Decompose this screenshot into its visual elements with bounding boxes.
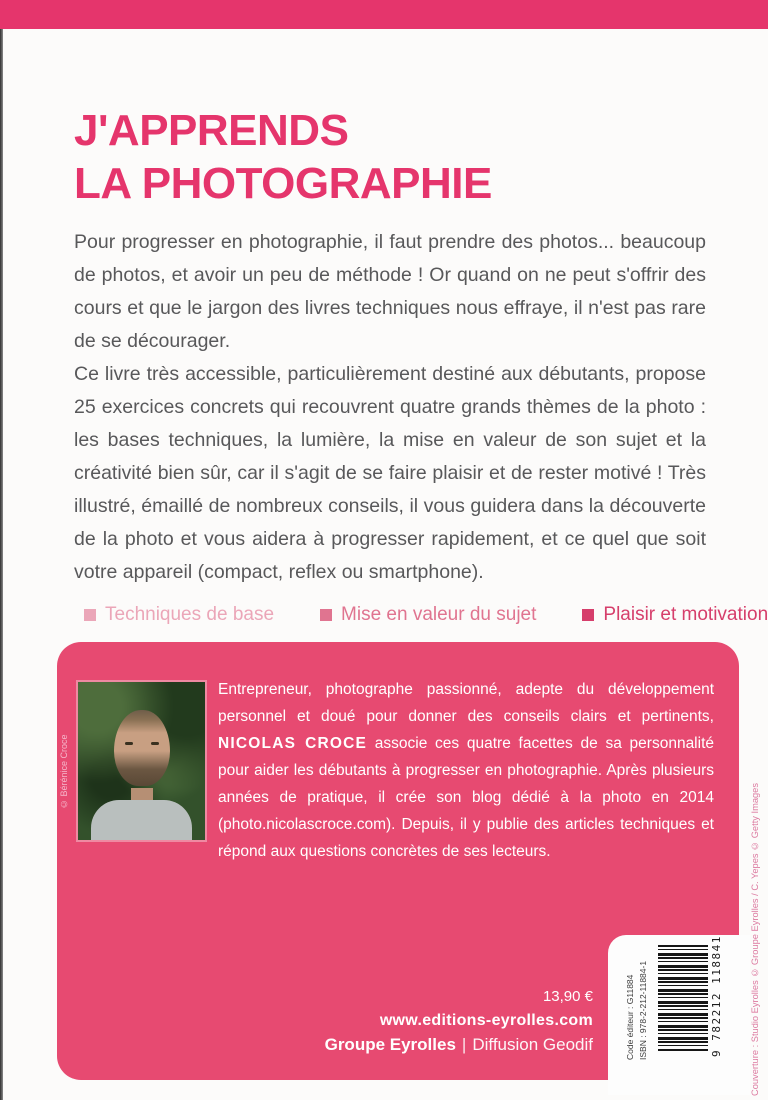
square-bullet-icon [320, 609, 332, 621]
photo-eye-left [125, 742, 133, 745]
topic-list [84, 604, 768, 626]
publisher-block [325, 988, 593, 1055]
bio-text-end: associe ces quatre facettes de sa personnalité pour aider les débutants à progresser en photographie. Après plusieurs années de pratique, il crée son blog dédié à la photo en 2014 (photo.nicolascroce.com). Depuis, il y publie des articles techniques et répond aux questions concrètes de ses lecteurs. [218, 735, 714, 860]
price: 13,90 € [542, 988, 593, 1005]
top-accent-bar [0, 0, 768, 29]
barcode-icon [658, 945, 708, 1051]
barcode-panel [608, 935, 750, 1095]
topic-item-techniques [84, 604, 274, 626]
cover-credit: Couverture : Studio Eyrolles © Groupe Eyrolles / C. Yepes © Getty Images [750, 783, 760, 1096]
book-title-line1: J'APPRENDS [74, 106, 349, 155]
distributor-name: Diffusion Geodif [472, 1035, 593, 1054]
photo-shirt [91, 800, 192, 840]
website: www.editions-eyrolles.com [379, 1012, 593, 1029]
topic-label: Plaisir et motivation [603, 604, 768, 625]
photo-credit: © Bérénice Croce [59, 734, 69, 810]
page-edge-line [0, 0, 3, 1100]
author-name: NICOLAS CROCE [218, 735, 368, 752]
topic-item-plaisir [582, 604, 768, 626]
book-title [74, 104, 492, 210]
author-photo [78, 682, 205, 840]
publisher-name: Groupe Eyrolles [324, 1035, 456, 1054]
square-bullet-icon [84, 609, 96, 621]
code-editeur: Code éditeur : G11884 [625, 974, 635, 1060]
isbn-codes [624, 960, 650, 1060]
topic-item-mise-en-valeur [320, 604, 536, 626]
publisher-line [325, 1035, 593, 1055]
photo-eye-right [151, 742, 159, 745]
publisher-separator: | [461, 1035, 467, 1054]
photo-face [114, 710, 170, 786]
intro-paragraph: Pour progresser en photographie, il faut prendre des photos... beaucoup de photos, et avoir un peu de méthode ! Or quand on ne peut s'offrir des cours et que le jargon des livres techniques nous effraye, il n'est pas rare de se décourager. [74, 231, 706, 352]
author-bio [218, 676, 714, 865]
book-title-line2: LA PHOTOGRAPHIE [74, 159, 492, 208]
topic-label: Techniques de base [105, 604, 275, 625]
topic-label: Mise en valeur du sujet [341, 604, 537, 625]
ean-number: 9 782212 118841 [710, 935, 723, 1057]
square-bullet-icon [582, 609, 594, 621]
bio-text-start: Entrepreneur, photographe passionné, adepte du développement personnel et doué pour donner des conseils clairs et pertinents, [218, 681, 714, 725]
isbn-number: ISBN : 978-2-212-11884-1 [638, 960, 648, 1060]
description-paragraph: Ce livre très accessible, particulièrement destiné aux débutants, propose 25 exercices concrets qui recouvrent quatre grands thèmes de la photo : les bases techniques, la lumière, la mise en valeur de son sujet et la créativité bien sûr, car il s'agit de se faire plaisir et de rester motivé ! Très illustré, émaillé de nombreux conseils, il vous guidera dans la découverte de la photo et vous aidera à progresser rapidement, et ce quel que soit votre appareil (compact, reflex ou smartphone). [74, 363, 706, 583]
